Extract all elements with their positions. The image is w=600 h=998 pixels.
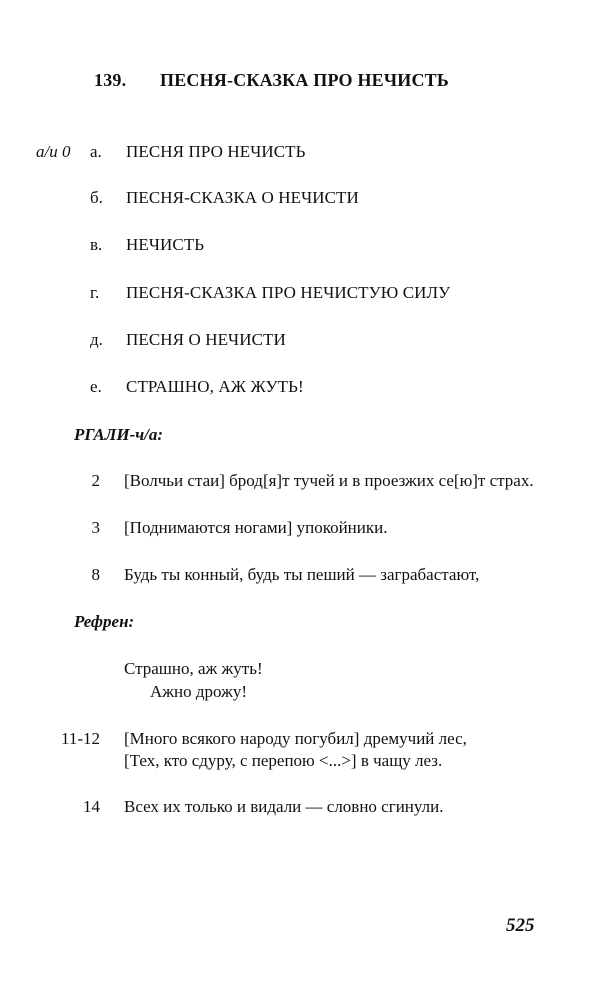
refrain-line: Ажно дрожу! <box>150 682 248 701</box>
page-title: ПЕСНЯ-СКАЗКА ПРО НЕЧИСТЬ <box>160 70 449 90</box>
line-text: [Много всякого народу погубил] дремучий лес, <box>124 729 467 748</box>
refrain-line: Страшно, аж жуть! <box>124 659 263 678</box>
line-number: 8 <box>91 565 100 584</box>
variant-title-v: НЕЧИСТЬ <box>126 235 205 254</box>
line-text: [Тех, кто сдуру, с перепою <...>] в чащу лез. <box>124 751 443 770</box>
variant-title-d: ПЕСНЯ О НЕЧИСТИ <box>126 330 286 349</box>
variant-title-e: СТРАШНО, АЖ ЖУТЬ! <box>126 377 304 396</box>
variant-label-e: е. <box>90 377 102 396</box>
variant-label-a: а. <box>90 142 102 161</box>
variants-prefix: а/и 0 <box>36 142 71 161</box>
variant-label-g: г. <box>90 283 100 302</box>
variant-title-a: ПЕСНЯ ПРО НЕЧИСТЬ <box>126 142 306 161</box>
page-number: 525 <box>506 915 535 936</box>
line-text: [Волчьи стаи] брод[я]т тучей и в проезжих се[ю]т страх. <box>124 471 534 490</box>
line-number: 2 <box>91 471 100 490</box>
line-number: 3 <box>91 518 100 537</box>
entry-number: 139. <box>94 70 127 90</box>
line-text: [Поднимаются ногами] упокойники. <box>124 518 388 537</box>
line-text: Будь ты конный, будь ты пеший — заграбастают, <box>124 565 480 584</box>
source-label: РГАЛИ-ч/а: <box>74 425 164 444</box>
line-text: Всех их только и видали — словно сгинули. <box>124 797 444 816</box>
variant-label-b: б. <box>90 188 103 207</box>
line-number: 14 <box>83 797 100 816</box>
variant-label-d: д. <box>90 330 103 349</box>
refrain-label: Рефрен: <box>74 612 135 631</box>
variant-title-b: ПЕСНЯ-СКАЗКА О НЕЧИСТИ <box>126 188 359 207</box>
line-number: 11-12 <box>60 729 100 748</box>
variant-label-v: в. <box>90 235 103 254</box>
variant-title-g: ПЕСНЯ-СКАЗКА ПРО НЕЧИСТУЮ СИЛУ <box>126 283 451 302</box>
